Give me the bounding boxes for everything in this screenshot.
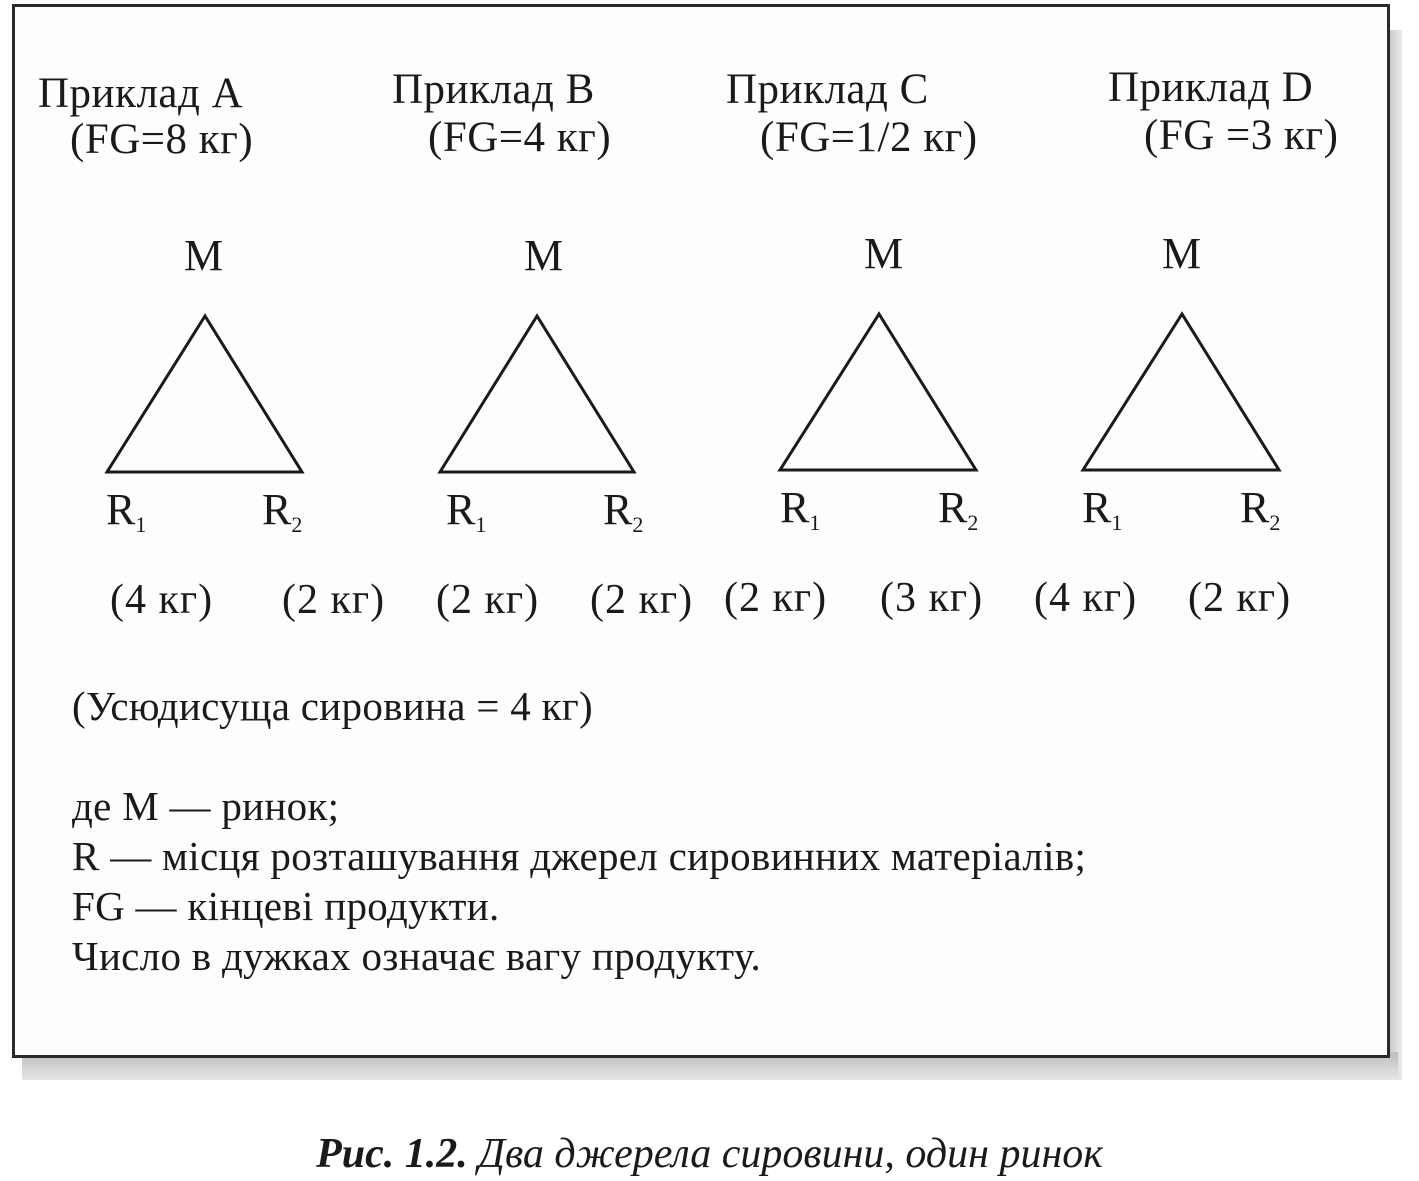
figure-caption: [0, 1128, 1419, 1180]
example-a-triangle: [107, 316, 302, 472]
example-a-r1-label: $R_1$: [106, 485, 147, 537]
example-d-title: Приклад D: [1108, 64, 1314, 111]
example-b-r1-weight: (2 кг): [436, 577, 540, 623]
example-b-r1-label: $R_1$: [446, 485, 487, 537]
example-d-fg: (FG =3 кг): [1144, 112, 1339, 159]
legend-weight-explanation: Число в дужках означає вагу продукту.: [72, 933, 762, 979]
example-b-triangle: [440, 316, 634, 472]
example-a-r2-weight: (2 кг): [282, 577, 386, 623]
example-d-market-label: M: [1162, 229, 1202, 278]
legend-sources: R — місця розташування джерел сировинних матеріалів;: [72, 833, 1087, 879]
example-b-market-label: M: [524, 231, 564, 280]
legend-market: де М — ринок;: [72, 783, 340, 829]
example-d-triangle: [1083, 314, 1279, 470]
example-a-market-label: M: [184, 231, 224, 280]
example-b-title: Приклад В: [392, 66, 595, 113]
figure-caption-text: Два джерела сировини, один ринок: [467, 1131, 1103, 1177]
example-a-title: Приклад А: [38, 70, 244, 117]
example-b-r2-weight: (2 кг): [590, 577, 694, 623]
example-d-r2-label: $R_2$: [1240, 483, 1281, 535]
ubiquitous-material-note: (Усюдисуща сировина = 4 кг): [72, 683, 593, 729]
example-c-triangle: [780, 314, 976, 470]
example-c-r2-label: $R_2$: [938, 483, 979, 535]
example-a-r1-weight: (4 кг): [110, 577, 214, 623]
example-b-fg: (FG=4 кг): [428, 114, 612, 161]
example-c-market-label: M: [864, 229, 904, 278]
example-d-r1-label: $R_1$: [1082, 483, 1123, 535]
legend-finished-goods: FG — кінцеві продукти.: [72, 883, 500, 929]
example-a-r2-label: $R_2$: [262, 485, 303, 537]
example-b-r2-label: $R_2$: [603, 485, 644, 537]
example-c-r1-label: $R_1$: [780, 483, 821, 535]
example-c-title: Приклад С: [726, 66, 929, 113]
example-d-r1-weight: (4 кг): [1034, 575, 1138, 621]
example-c-r1-weight: (2 кг): [724, 575, 828, 621]
example-c-r2-weight: (3 кг): [880, 575, 984, 621]
example-c-fg: (FG=1/2 кг): [760, 114, 978, 161]
example-d-r2-weight: (2 кг): [1188, 575, 1292, 621]
figure-caption-label: Рис. 1.2.: [316, 1131, 468, 1177]
example-a-fg: (FG=8 кг): [70, 116, 254, 163]
